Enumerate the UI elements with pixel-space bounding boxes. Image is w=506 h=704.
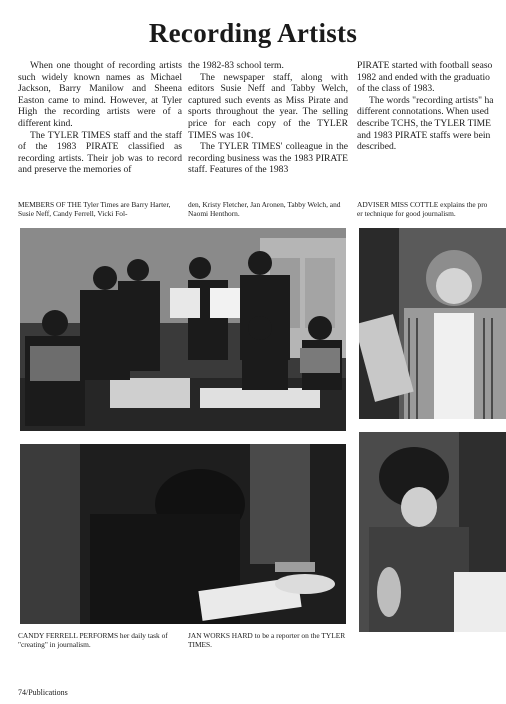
caption-adviser-photo: [357, 200, 506, 218]
photo-staff-group: [20, 228, 346, 431]
body-line: The words "recording artists" ha: [369, 94, 494, 106]
page-folio: 74/Publications: [18, 688, 68, 697]
caption-text: explains the pro: [438, 200, 488, 209]
body-paragraph: The TYLER TIMES' colleague in the recording business was the 1983 PIRATE staff. Features of the 1983: [188, 141, 348, 176]
photo-jan-working: [359, 432, 506, 632]
body-column-1: [18, 60, 182, 192]
body-column-2: [188, 60, 348, 192]
photo-adviser: [359, 228, 506, 419]
caption-lead: JAN WORKS HARD: [188, 631, 253, 640]
page-title: Recording Artists: [148, 18, 358, 48]
body-line: different connotations. When used: [357, 106, 489, 118]
body-line: and 1983 PIRATE staffs were bein: [357, 129, 491, 141]
body-line: of the class of 1983.: [357, 83, 435, 95]
body-paragraph: the 1982-83 school term.: [188, 60, 284, 71]
body-column-3: [357, 60, 506, 192]
body-paragraph: When one thought of recording artists such widely known names as Michael Jackson, Barry Manilow and Sheena Easton came to mind. However, at Tyler High the recording artists were of a different kind.: [18, 60, 182, 129]
body-line: PIRATE started with football seaso: [357, 60, 493, 71]
body-line: 1982 and ended with the graduatio: [357, 71, 490, 83]
body-paragraph: The newspaper staff, along with editors Susie Neff and Tabby Welch, captured such events as Miss Pirate and sports throughout the year. The selling price for each copy of the TYLER TIMES was 10¢.: [188, 71, 348, 141]
caption-jan: [188, 631, 348, 649]
caption-candy-ferrell: [18, 631, 186, 649]
caption-lead: ADVISER MISS COTTLE: [357, 200, 439, 209]
caption-lead: CANDY FERRELL PERFORMS: [18, 631, 119, 640]
caption-staff-photo-part2: den, Kristy Fletcher, Jan Aronen, Tabby Welch, and Naomi Henthorn.: [188, 200, 341, 219]
body-line: described.: [357, 141, 397, 153]
body-line: describe TCHS, the TYLER TIME: [357, 117, 492, 129]
body-paragraph: The TYLER TIMES staff and the staff of the 1983 PIRATE classified as recording artists. Their job was to record and preserve the memories of: [18, 129, 182, 176]
caption-text: er technique for good journalism.: [357, 209, 456, 219]
caption-staff-photo-part1: MEMBERS OF THE Tyler Times are Barry Harter, Susie Neff, Candy Ferrell, Vicki Fol-: [18, 200, 171, 219]
caption-text: to be a reporter on the TYLER TIMES.: [188, 631, 346, 650]
caption-text: her daily task of "creating" in journalism.: [18, 631, 168, 650]
photo-candy-ferrell: [20, 444, 346, 624]
